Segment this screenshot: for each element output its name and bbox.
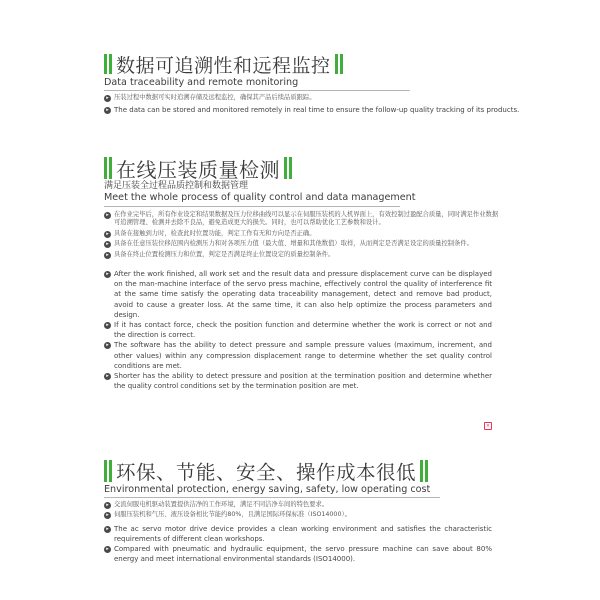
- list-item: ▸ 具备在接触到力时，检查此时位置功能，判定工作有无和方向是否正确。: [104, 230, 504, 238]
- list-item: ▸ The software has the ability to detect pressure and sample pressure values (maximum, increment, and other values) within any compression displacement range to determine whether the set quality control conditions are met.: [104, 340, 492, 371]
- en-list: [104, 269, 492, 391]
- heading-bars-left-icon: [104, 54, 112, 74]
- heading-bars-right-icon: [335, 54, 343, 74]
- list-item: ▸ The data can be stored and monitored remotely in real time to ensure the follow-up quality tracking of its products.: [104, 105, 520, 115]
- bullet-icon: ▸: [104, 212, 111, 219]
- section-subtitle-en: Environmental protection, energy saving, safety, low operating cost: [104, 484, 431, 495]
- bullet-icon: ▸: [104, 512, 111, 519]
- section-heading: [104, 458, 524, 484]
- section-subtitle-en: Meet the whole process of quality control and data management: [104, 192, 416, 203]
- list-item: ▸ The ac servo motor drive device provides a clean working environment and satisfies the characteristic requirements of different clean workshops.: [104, 524, 492, 544]
- bullet-icon: ▸: [104, 526, 111, 533]
- section-subtitle-en: Data traceability and remote monitoring: [104, 77, 299, 88]
- cn-list: [104, 211, 504, 259]
- list-item: ▸ 压装过程中数据可实时追溯存储及远程监控，确保其产品后续品质跟踪。: [104, 94, 524, 102]
- bullet-icon: ▸: [104, 502, 111, 509]
- en-list: [104, 524, 492, 565]
- bullet-icon: ▸: [104, 546, 111, 553]
- heading-bars-right-icon: [284, 157, 292, 179]
- section-subtitle-cn: 满足压装全过程品质控制和数据管理: [104, 181, 249, 191]
- section-environmental: [104, 458, 524, 565]
- bullet-icon: ▸: [104, 107, 111, 114]
- section-divider: [104, 497, 440, 498]
- heading-bars-left-icon: [104, 157, 112, 179]
- list-item: ▸ 具备在终止位置检测压力和位置，判定是否满足终止位置设定的质量控制条件。: [104, 251, 504, 259]
- list-item: ▸ 伺服压装机和气压、液压设备相比节能约80%，且满足国际环保标准（ISO14000）。: [104, 511, 524, 519]
- section-heading: [104, 52, 524, 76]
- section-traceability: [104, 52, 524, 116]
- bullet-icon: ▸: [104, 373, 111, 380]
- heading-bars-right-icon: [420, 460, 428, 482]
- list-item: ▸ After the work finished, all work set and the result data and pressure displacement curve can be displayed on the man-machine interface of the servo press machine, effectively control the quality of interference fit at the same time satisfy the operating data traceability management, detect and remove bad product, avoid to cause a greater loss. At the same time, it can also help optimize the process parameters and design.: [104, 269, 492, 320]
- section-divider: [104, 206, 400, 207]
- list-item: ▸ 在作业完毕后，所有作业设定和结果数据及压力位移曲线可以显示在伺服压装机的人机界面上，有效控制过盈配合质量，同时满足作业数据可追溯管理、检测并去除不良品，避免造成更大的损失。同时，也可以帮助优化工艺参数和设计。: [104, 211, 504, 228]
- section-title: 环保、节能、安全、操作成本很低: [116, 461, 417, 484]
- bullet-icon: ▸: [104, 322, 111, 329]
- list-item: ▸ 具备在任意压装位移范围内检测压力和对各项压力值（最大值、增量和其他数值）取样，从而判定是否满足设定的质量控制条件。: [104, 240, 504, 248]
- section-title: 在线压装质量检测: [116, 157, 280, 182]
- annotation-marker-icon[interactable]: ×: [485, 423, 491, 429]
- bullet-icon: ▸: [104, 271, 111, 278]
- section-title: 数据可追溯性和远程监控: [116, 54, 331, 77]
- en-list: [104, 105, 520, 115]
- bullet-icon: ▸: [104, 231, 111, 238]
- list-item: ▸ 交流伺服电机驱动装置提供洁净的工作环境，满足不同洁净车间的特色要求。: [104, 501, 524, 509]
- cn-list: [104, 501, 524, 520]
- section-heading: [104, 155, 524, 181]
- bullet-icon: ▸: [104, 95, 111, 102]
- section-divider: [104, 90, 410, 91]
- list-item: ▸ If it has contact force, check the position function and determine whether the work is correct or not and the direction is correct.: [104, 320, 492, 340]
- bullet-icon: ▸: [104, 241, 111, 248]
- heading-bars-left-icon: [104, 460, 112, 482]
- list-item: ▸ Shorter has the ability to detect pressure and position at the termination position and determine whether the quality control conditions set by the termination position are met.: [104, 371, 492, 391]
- section-quality-detection: [104, 155, 524, 391]
- bullet-icon: ▸: [104, 252, 111, 259]
- bullet-icon: ▸: [104, 342, 111, 349]
- cn-list: [104, 94, 524, 102]
- list-item: ▸ Compared with pneumatic and hydraulic equipment, the servo pressure machine can save about 80% energy and meet international environmental standards (ISO14000).: [104, 544, 492, 564]
